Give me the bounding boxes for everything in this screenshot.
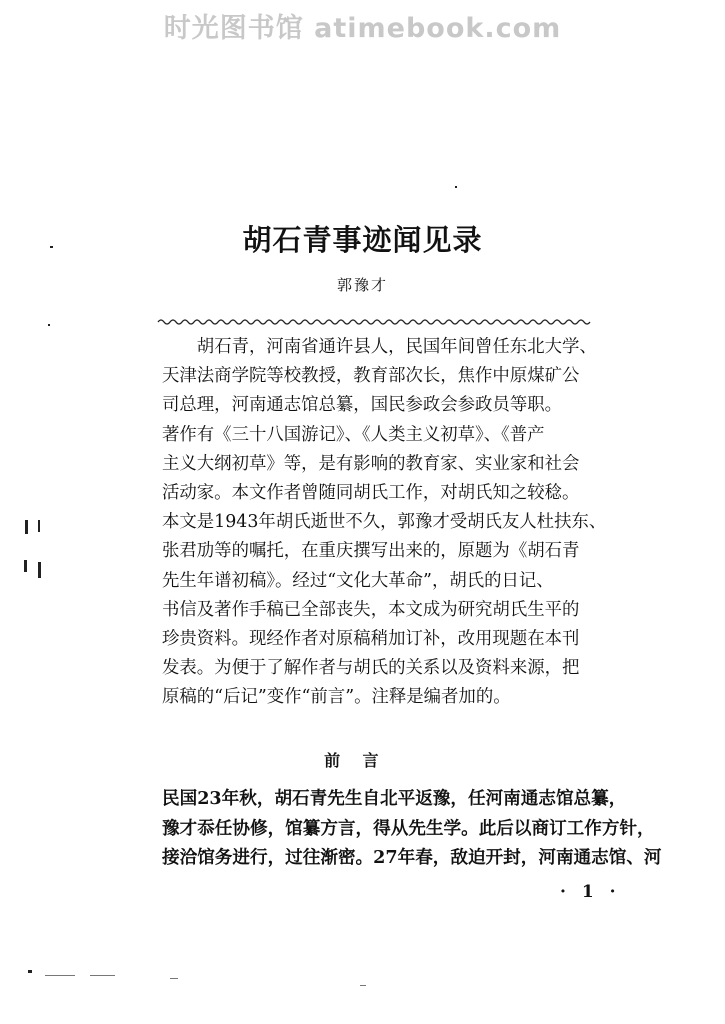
abstract-line: 胡石青，河南省通许县人，民国年间曾任东北大学、 [196, 337, 597, 357]
body-line: 豫才忝任协修，馆纂方言，得从先生学。此后以商订工作方针， [162, 817, 655, 839]
abstract-line: 张君劢等的嘱托，在重庆撰写出来的，原题为《胡石青 [162, 541, 580, 562]
abstract-line: 原稿的“后记”变作“前言”。注释是编者加的。 [162, 687, 511, 708]
abstract-line: 主义大纲初草》等，是有影响的教育家、实业家和社会 [162, 453, 580, 474]
article-title: 胡石青事迹闻见录 [242, 223, 483, 257]
scan-speck [24, 560, 27, 572]
body-text [162, 784, 662, 873]
wavy-divider [158, 316, 588, 328]
page-number: · 1 · [560, 882, 621, 902]
scan-speck [48, 324, 50, 326]
abstract-line: 珍贵资料。现经作者对原稿稍加订补，改用现题在本刊 [162, 628, 580, 649]
scan-speck [38, 562, 41, 578]
abstract-line: 活动家。本文作者曾随同胡氏工作，对胡氏知之较稔。 [162, 482, 580, 503]
section-heading: 前言 [324, 751, 401, 770]
body-line: 民国23年秋，胡石青先生自北平返豫，任河南通志馆总纂， [162, 788, 627, 809]
watermark: 时光图书馆 atimebook.com [163, 13, 562, 44]
abstract-block [162, 333, 607, 712]
scan-speck [28, 970, 32, 973]
abstract-line: 天津法商学院等校教授，教育部次长，焦作中原煤矿公 [162, 366, 580, 387]
abstract-line: 本文是1943年胡氏逝世不久，郭豫才受胡氏友人杜扶东、 [162, 512, 607, 533]
abstract-line: 书信及著作手稿已全部丧失，本文成为研究胡氏生平的 [162, 599, 580, 620]
scan-speck [50, 246, 53, 248]
scan-speck [38, 520, 40, 532]
abstract-line: 发表。为便于了解作者与胡氏的关系以及资料来源，把 [162, 658, 580, 679]
abstract-line: 著作有《三十八国游记》、《人类主义初草》、《普产 [162, 424, 545, 445]
scan-speck [360, 985, 366, 986]
abstract-line: 司总理，河南通志馆总纂，国民参政会参政员等职。 [162, 395, 562, 416]
body-line: 接洽馆务进行，过往渐密。27年春，敌迫开封，河南通志馆、河 [162, 847, 662, 868]
scan-speck [90, 975, 115, 976]
scan-speck [45, 975, 75, 976]
scan-speck [455, 186, 457, 188]
author-name: 郭豫才 [336, 276, 388, 294]
abstract-line: 先生年谱初稿》。经过“文化大革命”，胡氏的日记、 [162, 570, 554, 591]
scan-speck [25, 520, 28, 534]
scan-speck [170, 978, 178, 979]
